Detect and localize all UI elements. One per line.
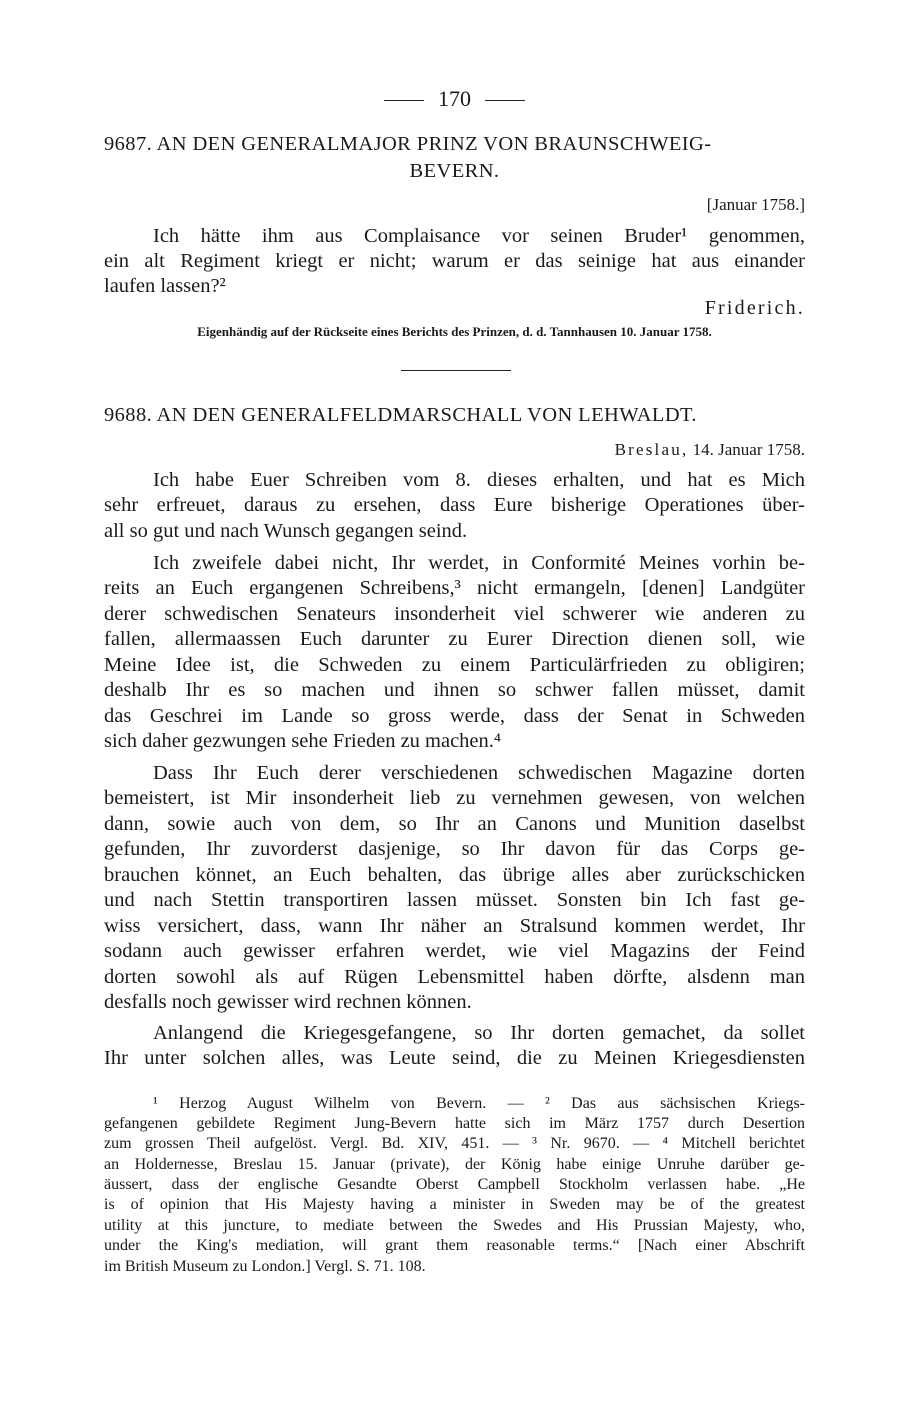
body-line: brauchen könnet, an Euch behalten, das übrige alles aber zurückschicken xyxy=(104,864,805,886)
footnote-line: an Holdernesse, Breslau 15. Januar (private), der König habe einige Unruhe darüber ge- xyxy=(104,1156,805,1173)
footnote-line: ¹ Herzog August Wilhelm von Bevern. — ² Das aus sächsischen Kriegs- xyxy=(153,1095,805,1112)
body-line: Meine Idee ist, die Schweden zu einem Particulärfrieden zu obligiren; xyxy=(104,654,805,676)
letter-9687-heading-line2: BEVERN. xyxy=(409,160,500,182)
section-divider xyxy=(401,370,511,371)
letter-9687-line: ein alt Regiment kriegt er nicht; warum er das seinige hat aus einander xyxy=(104,250,805,272)
footnote-line: gefangenen gebildete Regiment Jung-Bevern hatte sich im März 1757 durch Desertion xyxy=(104,1115,805,1132)
letter-9688-dateline xyxy=(104,440,805,460)
body-line: wiss versichert, dass, wann Ihr näher an Stralsund kommen werdet, Ihr xyxy=(104,915,805,937)
page-number-text: 170 xyxy=(438,86,471,111)
letter-9688-heading: 9688. AN DEN GENERALFELDMARSCHALL VON LEHWALDT. xyxy=(104,404,697,426)
footnote-line: im British Museum zu London.] Vergl. S. 71. 108. xyxy=(104,1258,426,1275)
body-line: sodann auch gewisser erfahren werdet, wie viel Magazins der Feind xyxy=(104,940,805,962)
body-line: das Geschrei im Lande so gross werde, dass der Senat in Schweden xyxy=(104,705,805,727)
footnote-line: äussert, dass der englische Gesandte Oberst Campbell Stockholm verlassen habe. „He xyxy=(104,1176,805,1193)
footnote-line: zum grossen Theil aufgelöst. Vergl. Bd. XIV, 451. — ³ Nr. 9670. — ⁴ Mitchell berichtet xyxy=(104,1135,805,1152)
body-line: sich daher gezwungen sehe Frieden zu machen.⁴ xyxy=(104,730,502,752)
footnote-line: is of opinion that His Majesty having a minister in Sweden may be of the greatest xyxy=(104,1196,805,1213)
footnote-line: under the King's mediation, will grant them reasonable terms.“ [Nach einer Abschrift xyxy=(104,1237,805,1254)
body-line: desfalls noch gewisser wird rechnen können. xyxy=(104,991,472,1013)
page-number xyxy=(104,86,805,112)
letter-9687-line: Ich hätte ihm aus Complaisance vor seinen Bruder¹ genommen, xyxy=(153,225,805,247)
body-line: deshalb Ihr es so machen und ihnen so schwer fallen müsset, damit xyxy=(104,679,805,701)
letter-9687-date: [Januar 1758.] xyxy=(706,195,805,214)
footnote-line: utility at this juncture, to mediate between the Swedes and His Prussian Majesty, who, xyxy=(104,1217,805,1234)
document-page xyxy=(104,0,805,1404)
body-line: Ihr unter solchen alles, was Leute seind, die zu Meinen Kriegesdiensten xyxy=(104,1047,805,1069)
body-line: dann, sowie auch von dem, so Ihr an Canons und Munition daselbst xyxy=(104,813,805,835)
body-line: reits an Euch ergangenen Schreibens,³ nicht ermangeln, [denen] Landgüter xyxy=(104,577,805,599)
body-line: gefunden, Ihr zuvorderst dasjenige, so Ihr davon für das Corps ge- xyxy=(104,838,805,860)
letter-9687-signature: Friderich. xyxy=(704,297,805,319)
page-number-dash-right xyxy=(485,100,525,101)
body-line: und nach Stettin transportiren lassen müsset. Sonsten bin Ich fast ge- xyxy=(104,889,805,911)
body-line: Ich habe Euer Schreiben vom 8. dieses erhalten, und hat es Mich xyxy=(153,469,805,491)
body-line: sehr erfreuet, daraus zu ersehen, dass Eure bisherige Operationes über- xyxy=(104,494,805,516)
body-line: all so gut und nach Wunsch gegangen seind. xyxy=(104,520,468,542)
page-number-dash-left xyxy=(384,100,424,101)
letter-9687-line: laufen lassen?² xyxy=(104,275,226,297)
body-line: Ich zweifele dabei nicht, Ihr werdet, in Conformité Meines vorhin be- xyxy=(153,552,805,574)
letter-9687-heading-line1: 9687. AN DEN GENERALMAJOR PRINZ VON BRAUNSCHWEIG- xyxy=(104,133,712,155)
body-line: derer schwedischen Senateurs insonderheit viel schwerer wie anderen zu xyxy=(104,603,805,625)
body-line: dorten sowohl als auf Rügen Lebensmittel haben dörfte, alsdenn man xyxy=(104,966,805,988)
letter-9688-place: Breslau, xyxy=(614,440,689,459)
letter-9688-date: 14. Januar 1758. xyxy=(692,440,805,459)
body-line: bemeistert, ist Mir insonderheit lieb zu vernehmen gewesen, von welchen xyxy=(104,787,805,809)
body-line: Anlangend die Kriegesgefangene, so Ihr dorten gemachet, da sollet xyxy=(153,1022,805,1044)
body-line: fallen, allermaassen Euch darunter zu Eurer Direction dienen soll, wie xyxy=(104,628,805,650)
body-line: Dass Ihr Euch derer verschiedenen schwedischen Magazine dorten xyxy=(153,762,805,784)
letter-9687-source-note: Eigenhändig auf der Rückseite eines Berichts des Prinzen, d. d. Tannhausen 10. Januar 1758. xyxy=(197,324,712,339)
